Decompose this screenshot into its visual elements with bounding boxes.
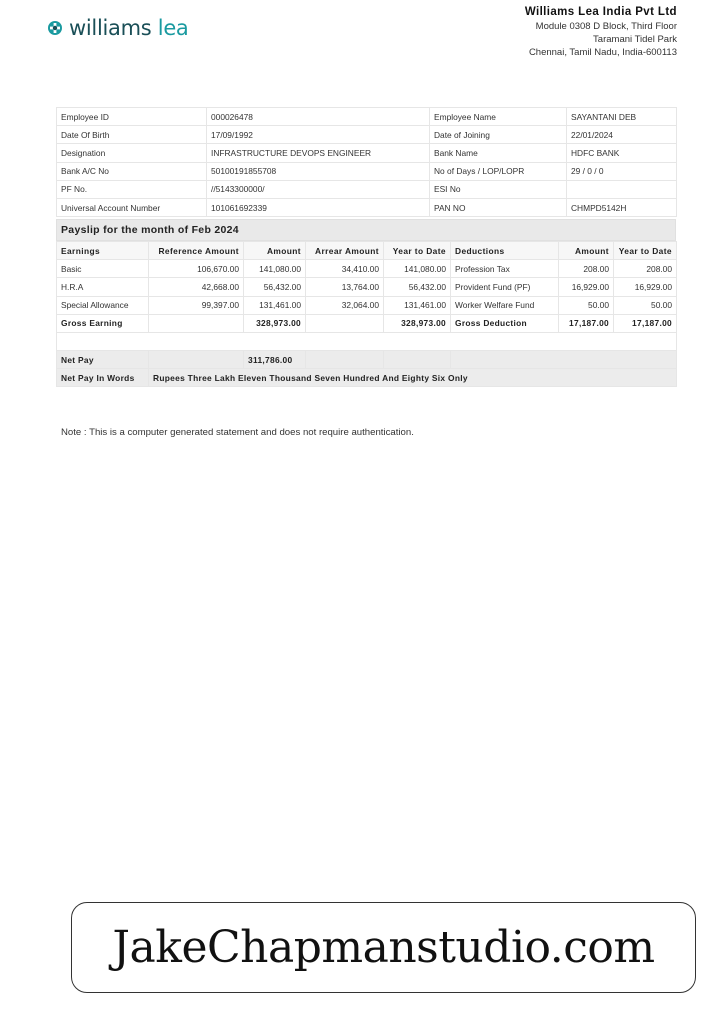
table-cell: 32,064.00 xyxy=(306,296,384,314)
column-header: Deductions xyxy=(451,242,559,260)
net-pay-words-value: Rupees Three Lakh Eleven Thousand Seven Hundred And Eighty Six Only xyxy=(149,369,677,387)
table-cell: Worker Welfare Fund xyxy=(451,296,559,314)
info-value: HDFC BANK xyxy=(567,144,677,162)
net-pay-label: Net Pay xyxy=(57,350,149,368)
table-cell: 208.00 xyxy=(614,260,677,278)
info-label: PAN NO xyxy=(430,198,567,216)
company-address-line: Chennai, Tamil Nadu, India-600113 xyxy=(528,47,677,58)
column-header: Year to Date xyxy=(384,242,451,260)
table-header-row xyxy=(57,242,677,260)
column-header: Earnings xyxy=(57,242,149,260)
info-value xyxy=(567,180,677,198)
table-cell: 106,670.00 xyxy=(149,260,244,278)
info-value: 50100191855708 xyxy=(207,162,430,180)
table-cell: 131,461.00 xyxy=(244,296,306,314)
company-address-line: Module 0308 D Block, Third Floor xyxy=(535,21,677,32)
gross-earning-label: Gross Earning xyxy=(57,314,149,332)
info-row xyxy=(57,144,677,162)
net-pay-words-label: Net Pay In Words xyxy=(57,369,149,387)
logo-word-lea: lea xyxy=(157,16,189,40)
company-name: Williams Lea India Pvt Ltd xyxy=(524,6,677,18)
watermark-text: JakeChapmanstudio.com xyxy=(112,922,655,973)
info-value: 17/09/1992 xyxy=(207,126,430,144)
net-pay-words-row xyxy=(57,369,677,387)
table-cell: 16,929.00 xyxy=(614,278,677,296)
info-value: 29 / 0 / 0 xyxy=(567,162,677,180)
table-cell: 16,929.00 xyxy=(559,278,614,296)
table-cell: Special Allowance xyxy=(57,296,149,314)
table-cell: 13,764.00 xyxy=(306,278,384,296)
info-row xyxy=(57,198,677,216)
column-header: Year to Date xyxy=(614,242,677,260)
info-value: 101061692339 xyxy=(207,198,430,216)
info-value: INFRASTRUCTURE DEVOPS ENGINEER xyxy=(207,144,430,162)
company-address-line: Taramani Tidel Park xyxy=(593,34,677,45)
table-cell: 99,397.00 xyxy=(149,296,244,314)
table-cell: Provident Fund (PF) xyxy=(451,278,559,296)
watermark-stamp xyxy=(71,902,696,993)
table-cell: 34,410.00 xyxy=(306,260,384,278)
info-value: CHMPD5142H xyxy=(567,198,677,216)
gross-totals-row xyxy=(57,314,677,332)
company-logo xyxy=(47,16,189,40)
gross-deduction-ytd: 17,187.00 xyxy=(614,314,677,332)
info-label: Bank Name xyxy=(430,144,567,162)
info-value: SAYANTANI DEB xyxy=(567,108,677,126)
footer-note: Note : This is a computer generated statement and does not require authentication. xyxy=(61,427,414,438)
table-cell xyxy=(149,314,244,332)
logo-word-williams: williams xyxy=(69,16,152,40)
table-cell: 131,461.00 xyxy=(384,296,451,314)
gross-deduction-amount: 17,187.00 xyxy=(559,314,614,332)
info-row xyxy=(57,162,677,180)
table-row xyxy=(57,260,677,278)
table-row xyxy=(57,278,677,296)
info-label: Employee Name xyxy=(430,108,567,126)
table-cell: 56,432.00 xyxy=(244,278,306,296)
info-row xyxy=(57,126,677,144)
spacer-row xyxy=(57,332,677,350)
table-cell: Basic xyxy=(57,260,149,278)
column-header: Arrear Amount xyxy=(306,242,384,260)
table-cell: 50.00 xyxy=(614,296,677,314)
table-cell: H.R.A xyxy=(57,278,149,296)
info-value: //5143300000/ xyxy=(207,180,430,198)
table-cell: 141,080.00 xyxy=(244,260,306,278)
info-row xyxy=(57,108,677,126)
info-label: ESI No xyxy=(430,180,567,198)
column-header: Amount xyxy=(244,242,306,260)
column-header: Reference Amount xyxy=(149,242,244,260)
logo-mark-icon xyxy=(47,20,63,36)
earnings-deductions-table xyxy=(56,241,677,387)
info-value: 22/01/2024 xyxy=(567,126,677,144)
info-label: Universal Account Number xyxy=(57,198,207,216)
info-label: Date Of Birth xyxy=(57,126,207,144)
net-pay-row xyxy=(57,350,677,368)
info-label: Employee ID xyxy=(57,108,207,126)
gross-earning-ytd: 328,973.00 xyxy=(384,314,451,332)
gross-deduction-label: Gross Deduction xyxy=(451,314,559,332)
table-cell: 141,080.00 xyxy=(384,260,451,278)
info-row xyxy=(57,180,677,198)
table-cell: Profession Tax xyxy=(451,260,559,278)
table-row xyxy=(57,296,677,314)
table-cell xyxy=(306,314,384,332)
table-cell: 42,668.00 xyxy=(149,278,244,296)
net-pay-value: 311,786.00 xyxy=(244,350,306,368)
table-cell: 50.00 xyxy=(559,296,614,314)
payslip-title: Payslip for the month of Feb 2024 xyxy=(56,219,676,241)
info-label: No of Days / LOP/LOPR xyxy=(430,162,567,180)
info-label: Designation xyxy=(57,144,207,162)
info-value: 000026478 xyxy=(207,108,430,126)
column-header: Amount xyxy=(559,242,614,260)
info-label: PF No. xyxy=(57,180,207,198)
gross-earning-amount: 328,973.00 xyxy=(244,314,306,332)
company-address-block xyxy=(525,6,677,59)
table-cell: 208.00 xyxy=(559,260,614,278)
table-cell: 56,432.00 xyxy=(384,278,451,296)
employee-info-table xyxy=(56,107,677,217)
info-label: Date of Joining xyxy=(430,126,567,144)
info-label: Bank A/C No xyxy=(57,162,207,180)
